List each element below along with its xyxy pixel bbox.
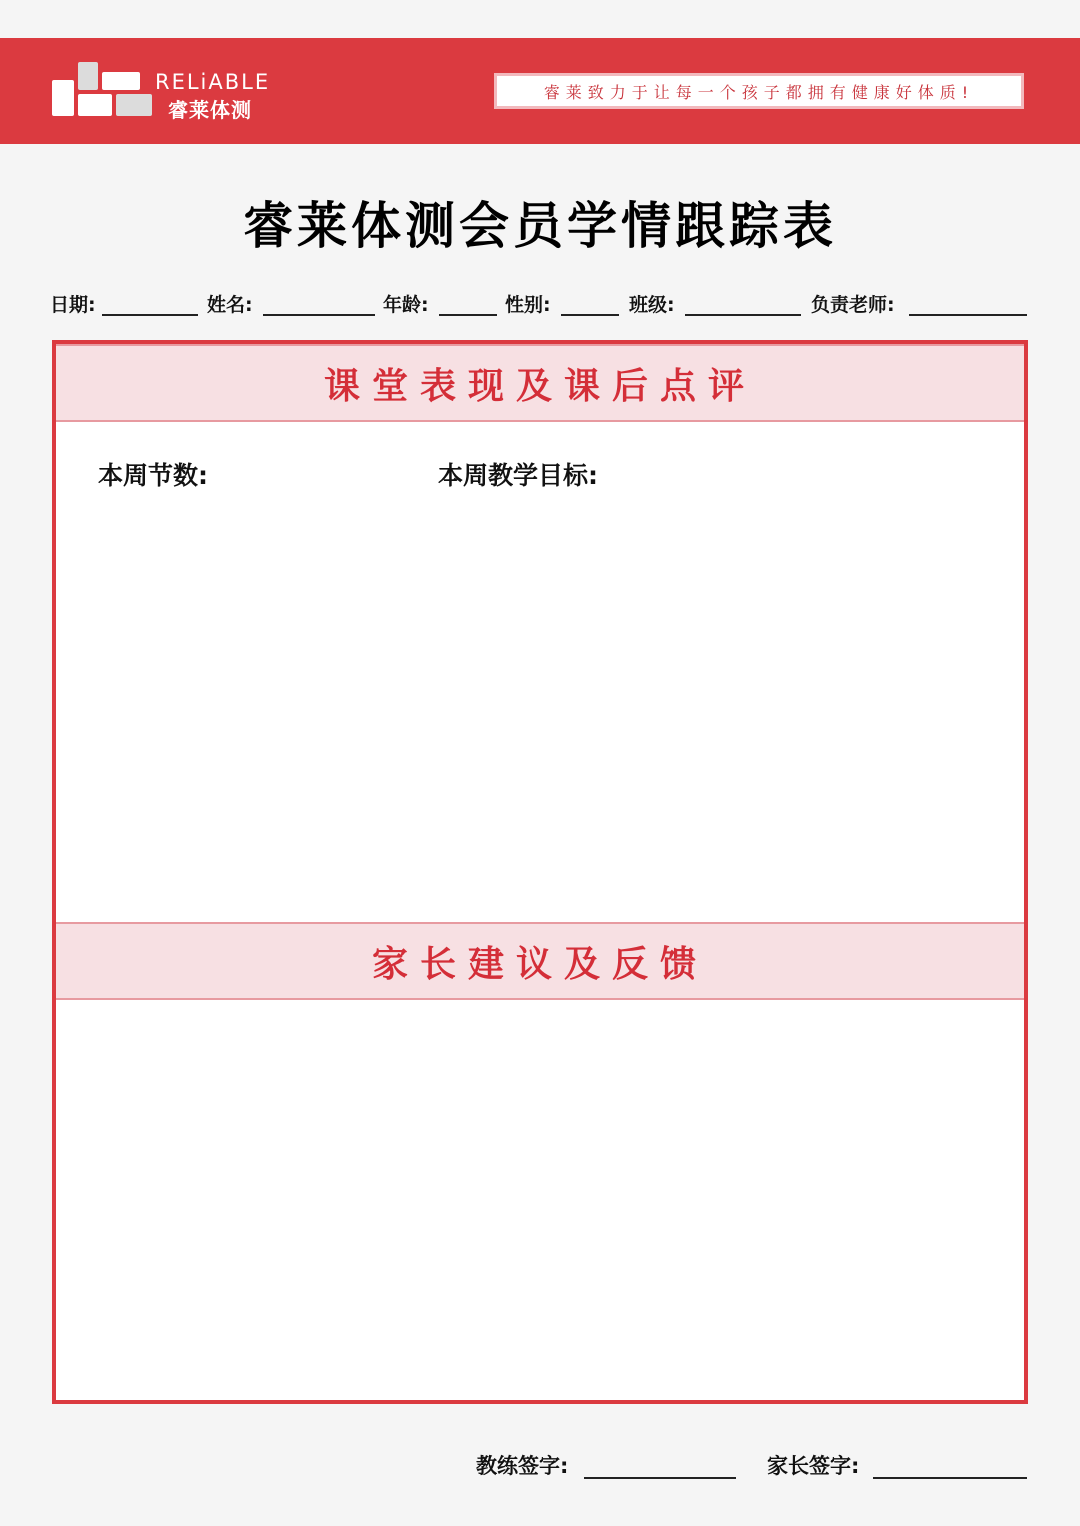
- parent-signature-blank[interactable]: [873, 1477, 1027, 1479]
- date-blank[interactable]: [102, 314, 198, 316]
- date-label: 日期:: [50, 294, 96, 316]
- section-heading-parent-feedback: 家长建议及反馈: [56, 922, 1024, 1000]
- gender-blank[interactable]: [561, 314, 619, 316]
- class-performance-area[interactable]: [56, 422, 1024, 922]
- age-blank[interactable]: [439, 314, 497, 316]
- name-label: 姓名:: [207, 294, 253, 316]
- coach-signature-label: 教练签字:: [476, 1454, 569, 1478]
- name-field[interactable]: [207, 290, 253, 317]
- main-form-frame: [52, 340, 1028, 1404]
- reliable-logo: [50, 62, 290, 122]
- parent-feedback-area[interactable]: [56, 1000, 1024, 1400]
- coach-signature[interactable]: [476, 1450, 568, 1480]
- gender-field[interactable]: [505, 290, 551, 317]
- class-field[interactable]: [629, 290, 675, 317]
- class-label: 班级:: [629, 294, 675, 316]
- weekly-goal-label: 本周教学目标:: [438, 461, 598, 490]
- name-blank[interactable]: [263, 314, 375, 316]
- class-blank[interactable]: [685, 314, 801, 316]
- teacher-label: 负责老师:: [811, 294, 895, 316]
- date-field[interactable]: [50, 290, 96, 317]
- logo-text-en: RELiABLE: [155, 70, 271, 94]
- age-field[interactable]: [383, 290, 429, 317]
- logo-text-cn: 睿莱体测: [168, 98, 252, 122]
- header-banner: [0, 38, 1080, 144]
- info-row: [50, 290, 1030, 320]
- teacher-field[interactable]: [811, 290, 895, 317]
- coach-signature-blank[interactable]: [584, 1477, 736, 1479]
- page-title: 睿莱体测会员学情跟踪表: [243, 196, 837, 255]
- section-heading-class-performance: 课堂表现及课后点评: [56, 344, 1024, 422]
- weekly-sessions-label: 本周节数:: [98, 461, 208, 490]
- parent-signature-label: 家长签字:: [767, 1454, 860, 1478]
- teacher-blank[interactable]: [909, 314, 1027, 316]
- parent-signature[interactable]: [767, 1450, 859, 1480]
- slogan-box: 睿莱致力于让每一个孩子都拥有健康好体质!: [494, 73, 1024, 109]
- age-label: 年龄:: [383, 294, 429, 316]
- gender-label: 性别:: [505, 294, 551, 316]
